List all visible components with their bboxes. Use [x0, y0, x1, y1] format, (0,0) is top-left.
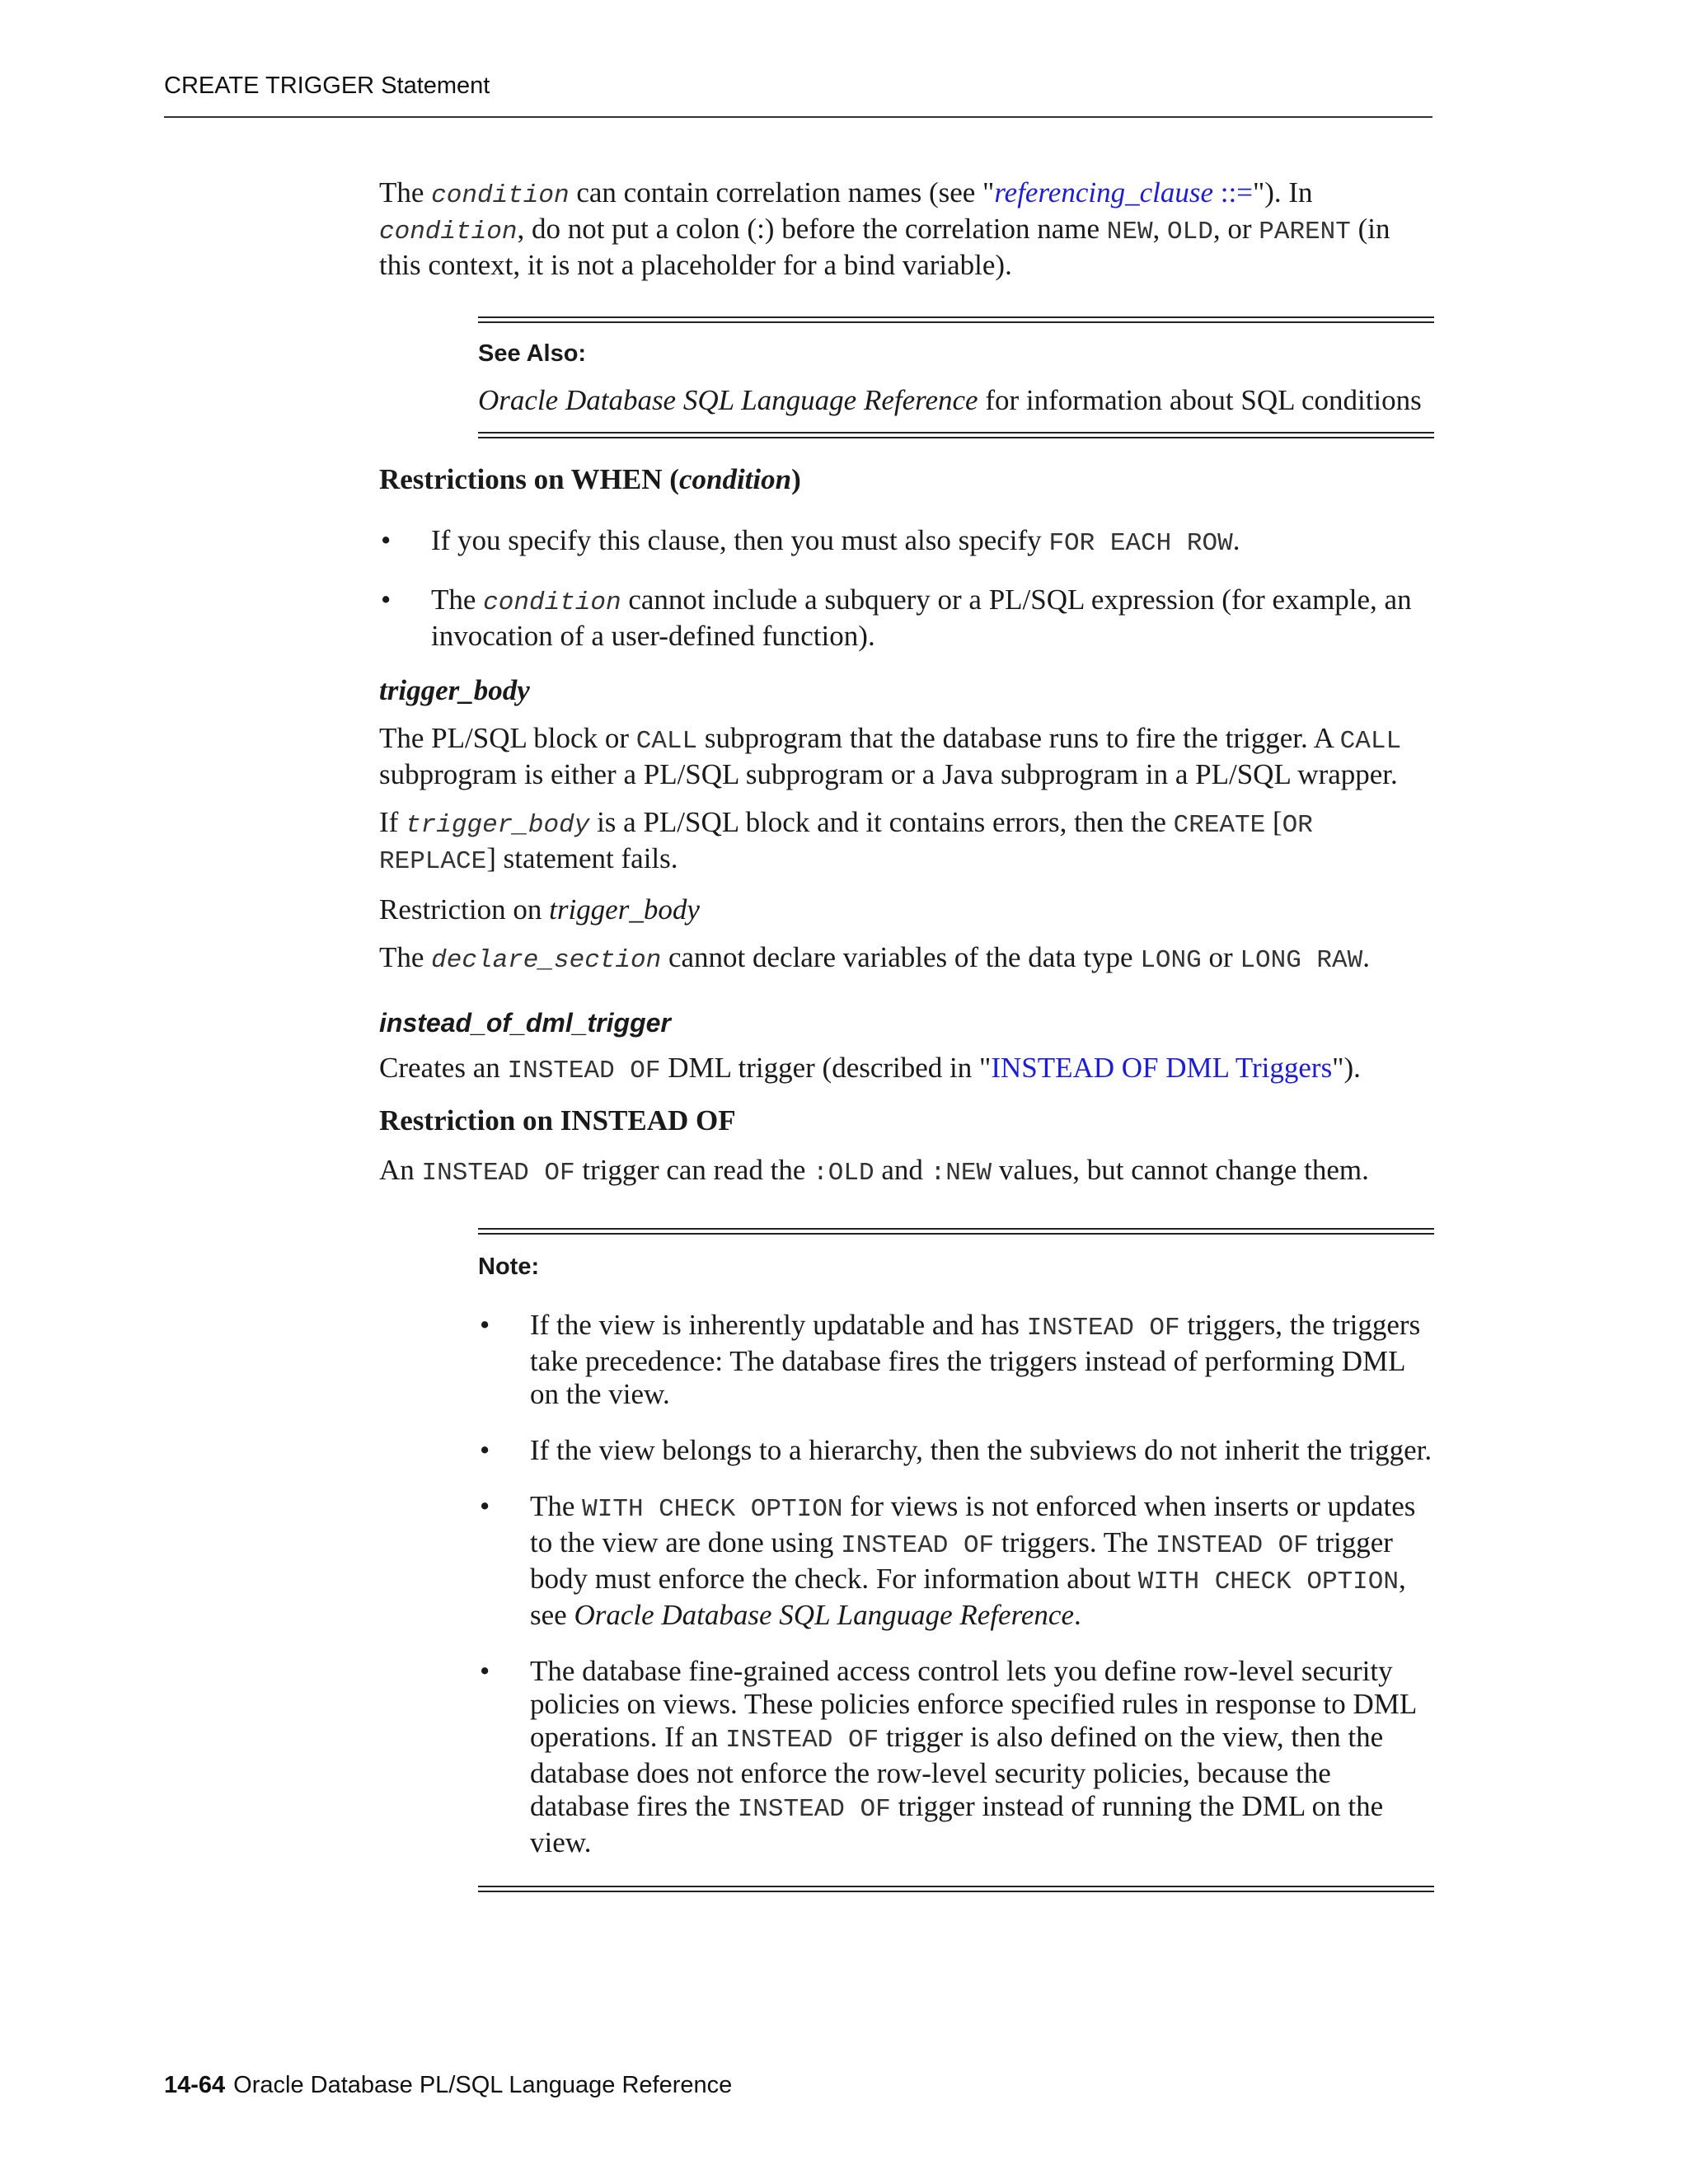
- instead-of-dml-triggers-link[interactable]: INSTEAD OF DML Triggers: [991, 1052, 1333, 1084]
- page-number: 14-64: [164, 2072, 226, 2098]
- note-list: [478, 1309, 1434, 1859]
- restrictions-when-list: [379, 524, 1434, 653]
- list-item: • The WITH CHECK OPTION for views is not enforced when inserts or updates to the view are done using INSTEAD OF triggers. The INSTEAD OF trigger body must enforce the check. For information about WITH CHECK OPTION, see Oracle Database SQL Language Reference.: [478, 1490, 1434, 1632]
- see-also-text: Oracle Database SQL Language Reference for information about SQL conditions: [478, 384, 1422, 416]
- page-content: [379, 176, 1434, 1892]
- list-item: • The condition cannot include a subquery or a PL/SQL expression (for example, an invocation of a user-defined function).: [379, 583, 1434, 653]
- instead-of-paragraph: Creates an INSTEAD OF DML trigger (described in "INSTEAD OF DML Triggers").: [379, 1052, 1361, 1085]
- referencing-clause-link[interactable]: referencing_clause ::=: [994, 176, 1253, 209]
- see-also-title: See Also:: [478, 340, 587, 367]
- box-top-rule: [478, 1228, 1434, 1235]
- trigger-body-heading: trigger_body: [379, 674, 530, 706]
- list-item: • If the view belongs to a hierarchy, then the subviews do not inherit the trigger.: [478, 1434, 1434, 1467]
- box-top-rule: [478, 316, 1434, 323]
- book-title: Oracle Database PL/SQL Language Reference: [233, 2072, 733, 2098]
- page-footer: [164, 2072, 732, 2099]
- see-also-box: [478, 316, 1434, 438]
- note-box: [478, 1228, 1434, 1892]
- list-item: • If the view is inherently updatable and has INSTEAD OF triggers, the triggers take precedence: The database fires the triggers instead of performing DML on the view.: [478, 1309, 1434, 1411]
- list-item: • If you specify this clause, then you must also specify FOR EACH ROW.: [379, 524, 1434, 560]
- list-item: • The database fine-grained access control lets you define row-level security policies on views. These policies enforce specified rules in response to DML operations. If an INSTEAD OF trigger is also defined on the view, then the database does not enforce the row-level security policies, because the database fires the INSTEAD OF trigger instead of running the DML on the view.: [478, 1655, 1434, 1859]
- trigger-body-errors-paragraph: If trigger_body is a PL/SQL block and it contains errors, then the CREATE [OR REPLACE] statement fails.: [379, 806, 1313, 876]
- box-bottom-rule: [478, 432, 1434, 438]
- box-bottom-rule: [478, 1886, 1434, 1892]
- note-title: Note:: [478, 1254, 540, 1280]
- declare-section-paragraph: The declare_section cannot declare variables of the data type LONG or LONG RAW.: [379, 941, 1370, 975]
- restriction-instead-of-heading: Restriction on INSTEAD OF: [379, 1104, 736, 1137]
- trigger-body-restriction-label: Restriction on trigger_body: [379, 893, 700, 926]
- running-header: CREATE TRIGGER Statement: [164, 73, 490, 99]
- restrictions-when-heading: Restrictions on WHEN (condition): [379, 463, 801, 495]
- trigger-body-paragraph: The PL/SQL block or CALL subprogram that the database runs to fire the trigger. A CALL subprogram is either a PL/SQL subprogram or a Java subprogram in a PL/SQL wrapper.: [379, 722, 1402, 790]
- intro-paragraph: The condition can contain correlation names (see "referencing_clause ::="). In condition, do not put a colon (:) before the correlation name NEW, OLD, or PARENT (in this context, it is not a placeholder for a bind variable).: [379, 176, 1390, 281]
- header-rule: [164, 116, 1432, 118]
- instead-of-restriction-paragraph: An INSTEAD OF trigger can read the :OLD and :NEW values, but cannot change them.: [379, 1154, 1369, 1188]
- instead-of-dml-trigger-heading: instead_of_dml_trigger: [379, 1008, 671, 1038]
